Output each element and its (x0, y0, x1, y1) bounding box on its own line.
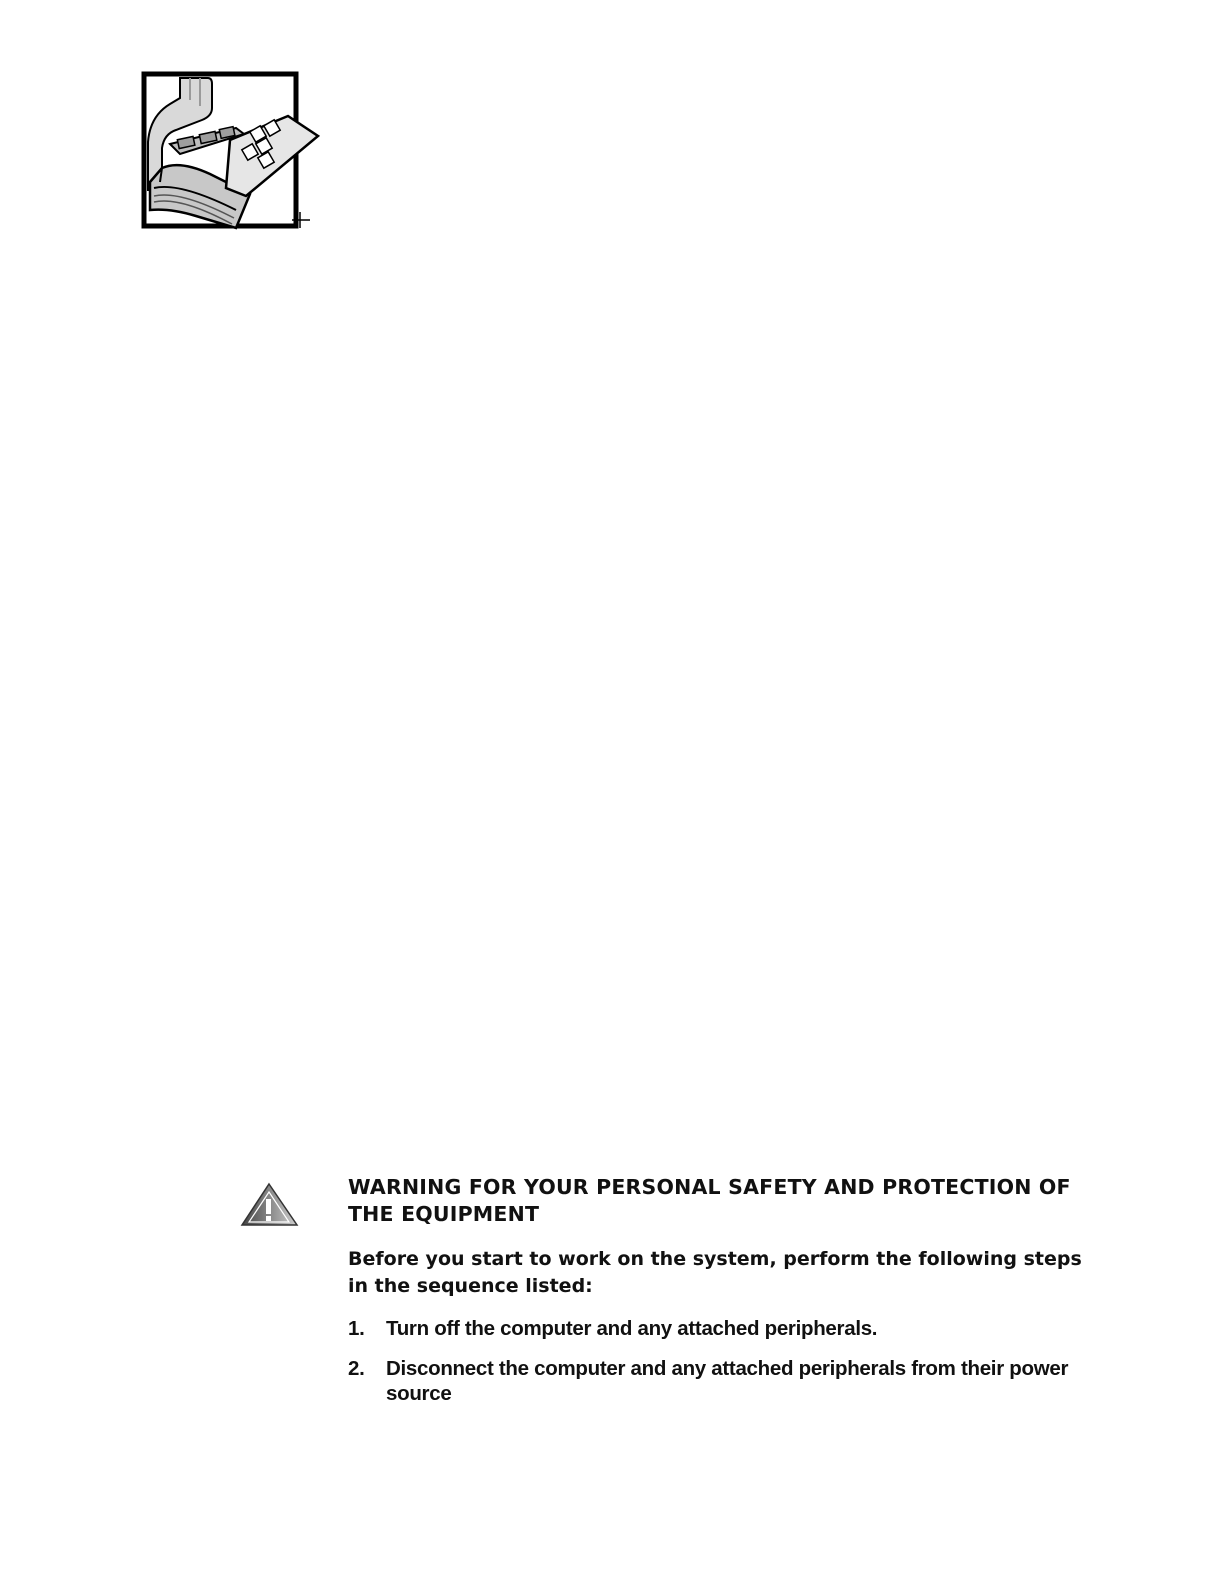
manual-and-keypad-icon (140, 70, 322, 232)
warning-triangle-icon (240, 1180, 300, 1228)
warning-title: WARNING FOR YOUR PERSONAL SAFETY AND PROTECTION OF THE EQUIPMENT (348, 1175, 1071, 1226)
step-number: 1. (348, 1317, 365, 1340)
warning-step (348, 1356, 1108, 1406)
warning-intro: Before you start to work on the system, perform the following steps in the sequence listed: (348, 1248, 1082, 1297)
step-text: Turn off the computer and any attached peripherals. (386, 1317, 878, 1340)
warning-steps-list (348, 1316, 1108, 1406)
warning-step (348, 1316, 1108, 1341)
step-text: Disconnect the computer and any attached peripherals from their power source (386, 1357, 1069, 1405)
step-number: 2. (348, 1357, 365, 1380)
warning-notice (348, 1174, 1108, 1421)
